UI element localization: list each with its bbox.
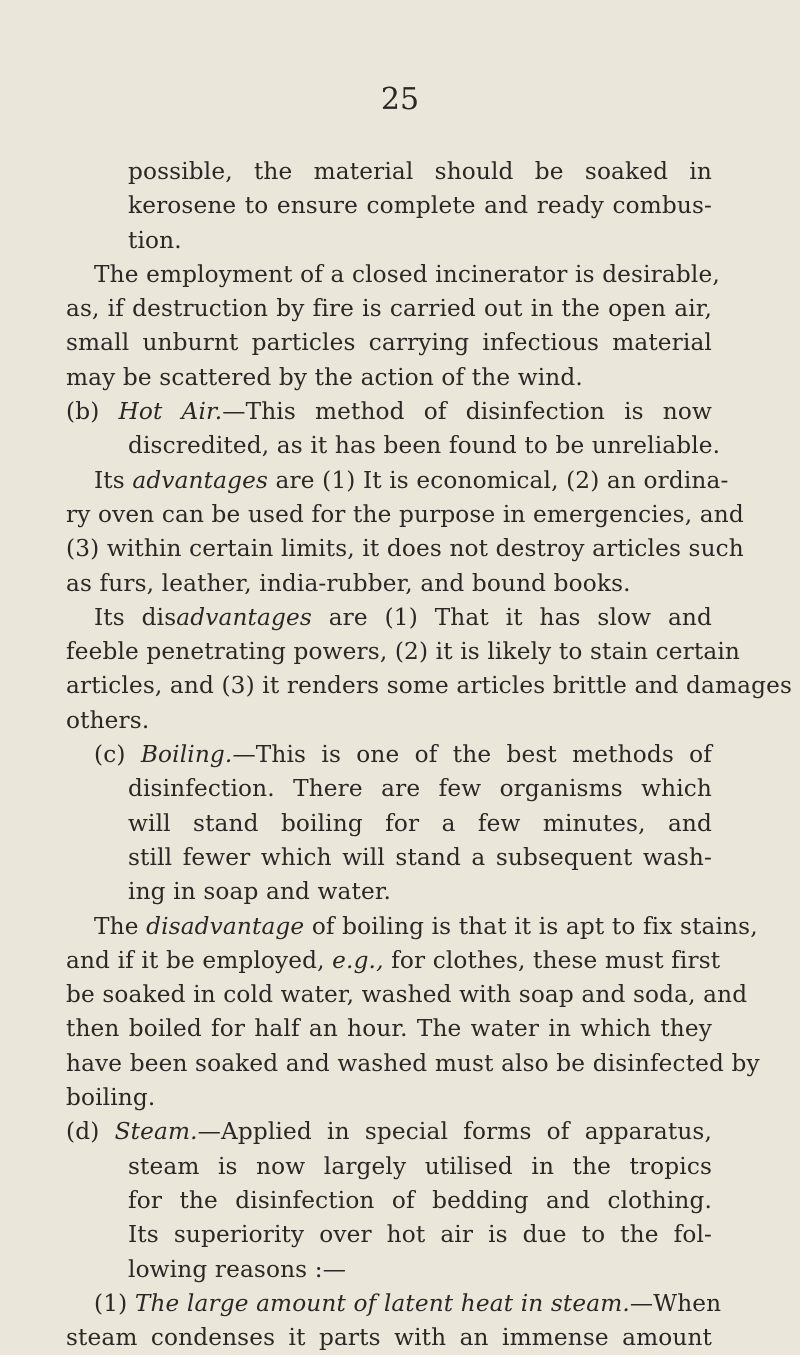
text-line: for the disinfection of bedding and clothing. [128,1186,712,1214]
text-line: possible, the material should be soaked in [128,158,712,185]
text-line: boiling. [66,1084,156,1112]
page-number: 25 [380,82,420,117]
text-line: Its disadvantages are (1) That it has slow and [94,603,712,631]
text-line: (c) Boiling.—This is one of the best methods of [94,741,712,769]
text-line: articles, and (3) it renders some articles brittle and damages [66,672,793,700]
text-line: kerosene to ensure complete and ready combus- [128,192,712,220]
text-line: feeble penetrating powers, (2) it is likely to stain certain [66,638,740,666]
paragraph-lines [66,155,793,1355]
text-line: then boiled for half an hour. The water in which they [66,1015,712,1043]
text-line: lowing reasons :— [128,1255,347,1283]
text-line: small unburnt particles carrying infectious material [66,329,712,357]
text-line: Its advantages are (1) It is economical, (2) an ordina- [94,466,729,494]
text-line: Its superiority over hot air is due to the fol- [128,1221,712,1249]
text-line: as furs, leather, india-rubber, and bound books. [66,569,631,597]
text-line: ing in soap and water. [128,878,392,906]
text-line: discredited, as it has been found to be unreliable. [128,432,721,460]
text-line: be soaked in cold water, washed with soap and soda, and [66,981,748,1009]
text-line: still fewer which will stand a subsequent wash- [128,843,712,871]
body-text [66,155,793,1355]
text-line: (d) Steam.—Applied in special forms of apparatus, [66,1118,712,1146]
text-line: may be scattered by the action of the wind. [66,363,583,391]
text-line: ry oven can be used for the purpose in emergencies, and [66,500,744,528]
text-line: will stand boiling for a few minutes, and [128,809,712,837]
text-line: steam is now largely utilised in the tropics [128,1152,712,1180]
text-line: The disadvantage of boiling is that it is apt to fix stains, [94,912,758,940]
text-line: disinfection. There are few organisms which [128,775,712,803]
text-line: tion. [128,226,182,254]
text-line: others. [66,706,150,734]
text-line: The employment of a closed incinerator is desirable, [94,260,720,288]
text-line: (b) Hot Air.—This method of disinfection is now [66,398,712,426]
text-line: and if it be employed, e.g., for clothes, these must first [66,946,721,974]
text-line: (1) The large amount of latent heat in steam.—When [94,1289,722,1317]
text-line: steam condenses it parts with an immense amount [66,1324,712,1352]
text-line: have been soaked and washed must also be disinfected by [66,1049,760,1077]
text-line: as, if destruction by fire is carried out in the open air, [66,295,712,323]
text-line: (3) within certain limits, it does not destroy articles such [66,535,744,563]
